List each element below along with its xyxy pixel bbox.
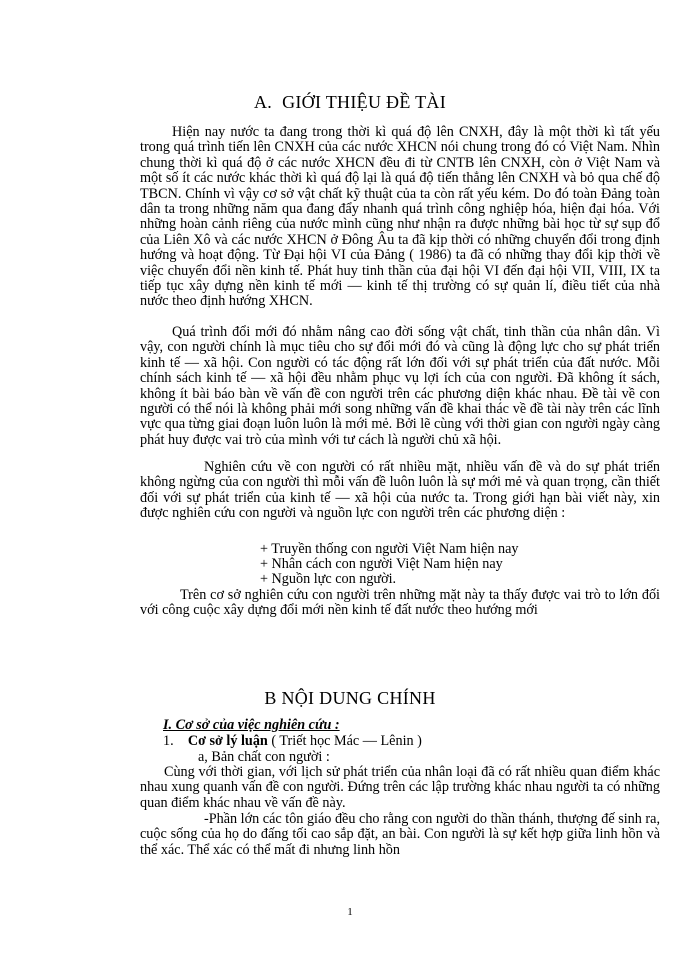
list-item: + Nguồn lực con người. bbox=[260, 571, 397, 587]
content-paragraph-2: -Phần lớn các tôn giáo đều cho rằng con người do thần thánh, thượng đế sinh ra, cuộc sống của họ do đấng tối cao sắp đặt, an bài. Con người là sự kết hợp giữa linh hồn và thể xác. Thể xác có thể mất đi nhưng linh hồn bbox=[140, 811, 660, 858]
item-a: a, Bản chất con người : bbox=[198, 749, 330, 765]
item-1-title: Cơ sở lý luận bbox=[187, 733, 268, 749]
intro-paragraph-1: Hiện nay nước ta đang trong thời kì quá độ lên CNXH, đây là một thời kì tất yếu trong quá trình tiến lên CNXH của các nước XHCN nói chung trong đó có Việt Nam. Nhìn chung thời kì quá độ ở các nước XHCN đều đi từ CNTB lên CNXH, còn ở Việt Nam và một số ít các nước khác thời kì quá độ lại là quá độ tiến thẳng lên CNXH và bỏ qua chế độ TBCN. Chính vì vậy cơ sở vật chất kỹ thuật của ta còn rất yếu kém. Do đó toàn Đảng toàn dân ta trong những năm qua đang đẩy nhanh quá trình công nghiệp hóa, hiện đại hóa. Với những hoàn cảnh riêng của nước mình cũng như nhận ra được những bài học từ sự sụp đổ của Liên Xô và các nước XHCN ở Đông Âu ta đã kịp thời có những chuyển đổi trong định hướng và hoạt động. Từ Đại hội VI của Đảng ( 1986) ta đã có những thay đổi kịp thời về việc chuyển đổi nền kinh tế. Phát huy tinh thần của đại hội VI đến đại hội VII, VIII, IX ta tiếp tục xây dựng nền kinh tế mới — kinh tế thị trường có sự quản lí, điều tiết của nhà nước theo định hướng XHCN. bbox=[140, 124, 660, 310]
section-a-letter: A. bbox=[253, 92, 273, 112]
item-1 bbox=[163, 734, 422, 749]
list-item: + Truyền thống con người Việt Nam hiện nay bbox=[260, 541, 519, 557]
item-1-note: ( Triết học Mác — Lênin ) bbox=[271, 733, 422, 749]
section-a-heading bbox=[0, 92, 700, 113]
section-a-title: GIỚI THIỆU ĐỀ TÀI bbox=[282, 92, 446, 112]
content-paragraph-1: Cùng với thời gian, với lịch sử phát triển của nhân loại đã có rất nhiều quan điểm khác nhau xung quanh vấn đề con người. Đứng trên các lập trường khác nhau người ta có những quan điểm khác nhau về vấn đề này. bbox=[140, 764, 660, 811]
intro-paragraph-2: Quá trình đổi mới đó nhằm nâng cao đời sống vật chất, tinh thần của nhân dân. Vì vậy, con người chính là mục tiêu cho sự đổi mới đó và cũng là động lực cho sự phát triển kinh tế — xã hội. Con người có tác động rất lớn đối với sự phát triển của đất nước. Mỗi chính sách kinh tế — xã hội đều nhằm phục vụ lợi ích của con người. Đã không ít sách, không ít bài báo bàn về vấn đề con người trên các phương diện khác nhau. Đề tài về con người có thể nói là không phải mới song những vấn đề khai thác về đề tài này trên các lĩnh vực qua từng giai đoạn luôn luôn là mới mẻ. Bởi lẽ cùng với thời gian con người ngày càng phát huy được vai trò của mình với tư cách là người chủ xã hội. bbox=[140, 324, 661, 448]
subheading: I. Cơ sở của việc nghiên cứu : bbox=[163, 717, 340, 733]
list-item: + Nhân cách con người Việt Nam hiện nay bbox=[260, 556, 503, 572]
intro-closing: Trên cơ sở nghiên cứu con người trên những mặt này ta thấy được vai trò to lớn đối với công cuộc xây dựng đổi mới nền kinh tế đất nước theo hướng mới bbox=[140, 587, 660, 619]
item-1-number: 1. bbox=[163, 733, 174, 749]
section-b-title: B NỘI DUNG CHÍNH bbox=[264, 688, 436, 708]
intro-paragraph-3: Nghiên cứu về con người có rất nhiều mặt, nhiều vấn đề và do sự phát triển không ngừng của con người thì mỗi vấn đề luôn luôn là sự mới mẻ và quan trọng, cần thiết đối với sự phát triển của kinh tế — xã hội của nước ta. Trong giới hạn bài viết này, xin được nghiên cứu con người và nguồn lực con người trên các phương diện : bbox=[140, 459, 660, 522]
page-number: 1 bbox=[347, 906, 353, 918]
